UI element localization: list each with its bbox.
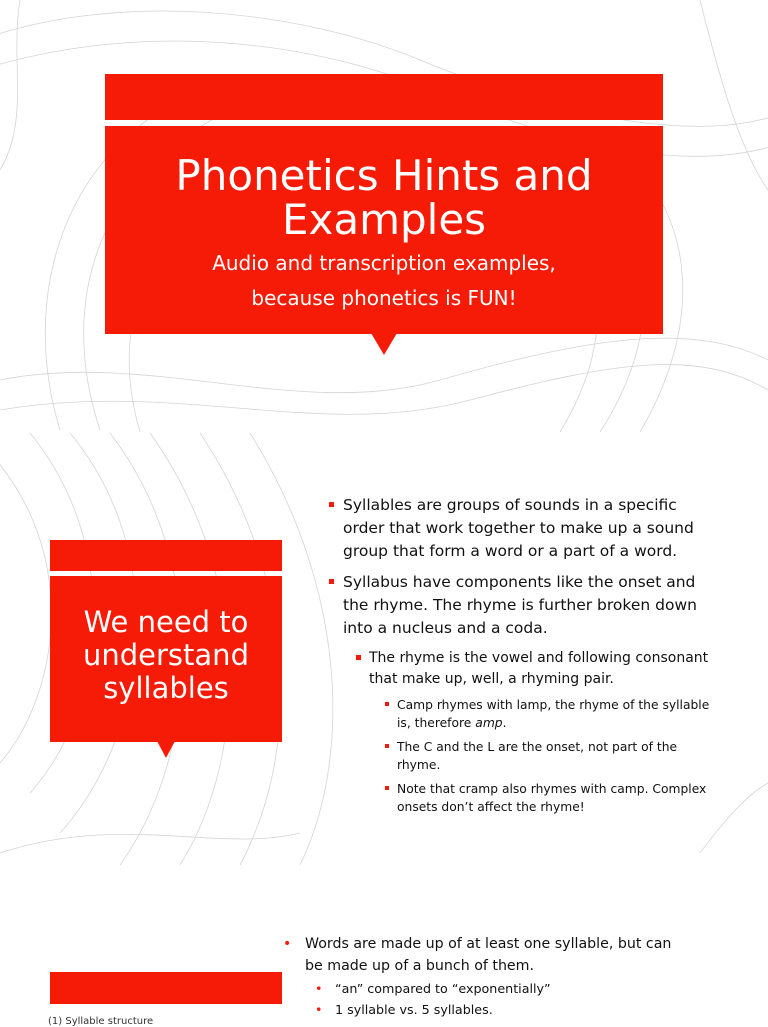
sub-bullet-item: • 1 syllable vs. 5 syllables.: [313, 999, 693, 1020]
syllable-count-slide: [0, 866, 768, 1027]
bullet-item: Syllables are groups of sounds in a specific order that work together to make up a sound group that form a word or a part of a word.: [327, 494, 717, 563]
sub-sub-bullet-item: The C and the L are the onset, not part of the rhyme.: [383, 738, 717, 774]
section-title: We need to understand syllables: [83, 605, 249, 705]
slide-subtitle: [105, 246, 663, 316]
bullet-text: Camp rhymes with lamp, the rhyme of the syllable is, therefore: [397, 698, 710, 730]
syllable-bullet-list: [327, 494, 717, 822]
section-accent-band: [50, 972, 282, 1004]
subtitle-line-2: because phonetics is FUN!: [251, 286, 517, 310]
subtitle-line-1: Audio and transcription examples,: [212, 251, 556, 275]
slide-title: Phonetics Hints and Examples: [175, 151, 593, 244]
bullet-text-end: .: [502, 716, 507, 730]
sub-sub-bullet-item: Note that cramp also rhymes with camp. Complex onsets don’t affect the rhyme!: [383, 780, 717, 816]
sub-sub-bullet-item: [383, 696, 717, 732]
section-title-box: [50, 576, 282, 742]
title-accent-band: [105, 74, 663, 120]
emphasis-text: amp: [475, 716, 503, 730]
section-accent-band: [50, 540, 282, 571]
title-callout-pointer: [371, 333, 397, 355]
bullet-item: • Words are made up of at least one syllable, but can be made up of a bunch of them.: [283, 933, 693, 977]
syllables-slide: [0, 433, 768, 865]
bullet-item: Syllabus have components like the onset and the rhyme. The rhyme is further broken down into a nucleus and a coda.: [327, 571, 717, 640]
title-box: [105, 126, 663, 334]
syllable-count-list: [283, 933, 693, 1020]
sub-bullet-item: • “an” compared to “exponentially”: [313, 978, 693, 999]
title-slide: [0, 0, 768, 432]
sub-bullet-item: The rhyme is the vowel and following consonant that make up, well, a rhyming pair.: [355, 648, 717, 690]
section-callout-pointer: [157, 741, 175, 758]
figure-caption: (1) Syllable structure: [48, 1016, 154, 1027]
